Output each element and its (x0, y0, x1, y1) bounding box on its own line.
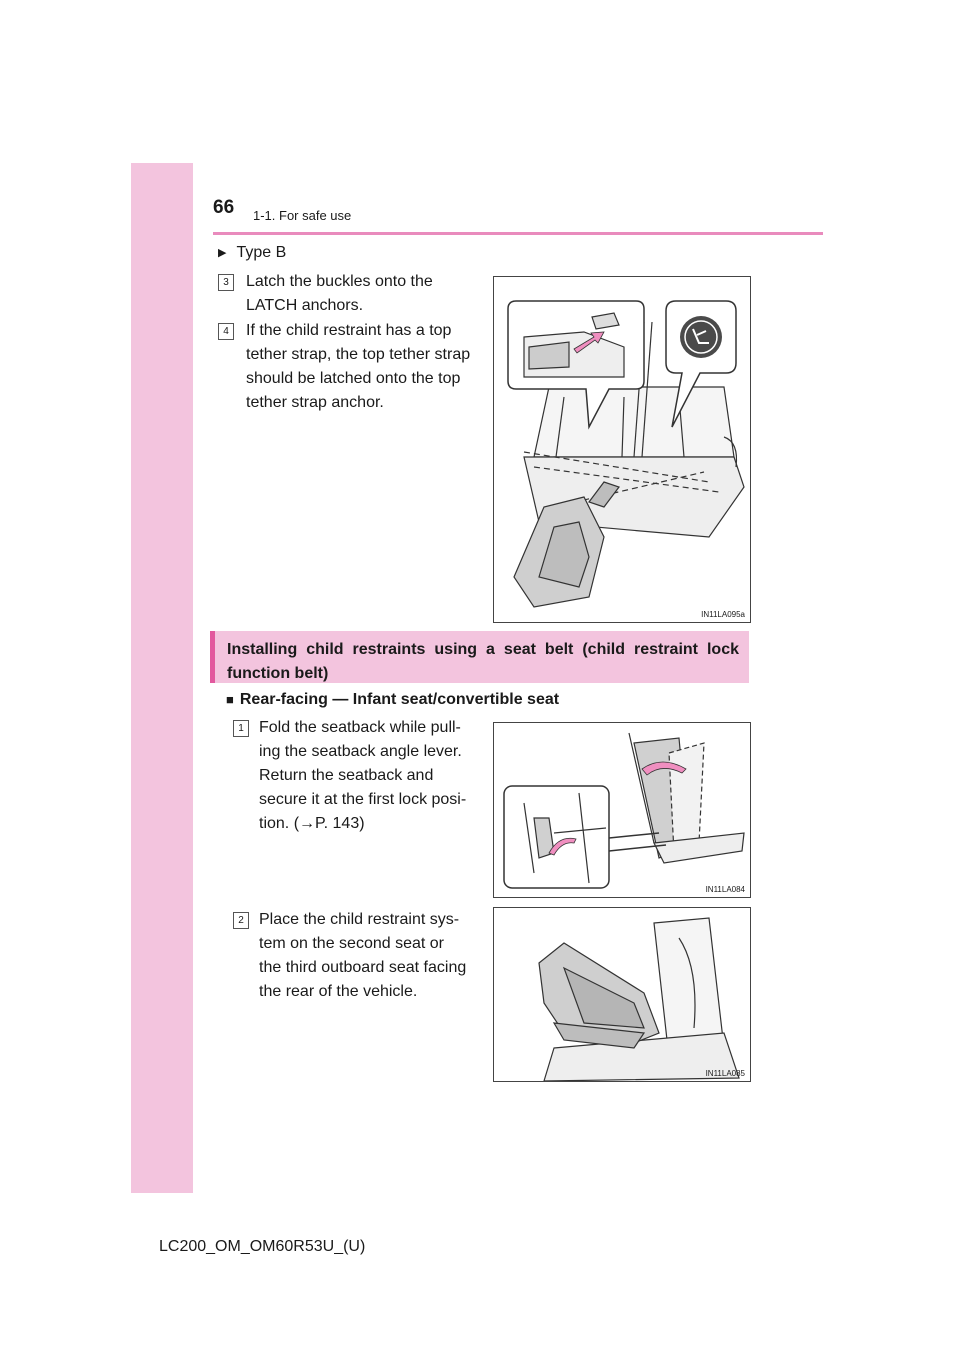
header-rule (213, 232, 823, 235)
type-b-label (218, 244, 286, 262)
text-line: tion. (→P. 143) (259, 815, 365, 832)
figure-child-seat-rear-facing (493, 907, 751, 1082)
text-line: tem on the second seat or (259, 935, 444, 952)
text-line: ing the seatback angle lever. (259, 743, 462, 760)
step-2-text (259, 908, 481, 1004)
subheading-text: Rear-facing — Infant seat/convertible seat (239, 691, 560, 708)
rear-seat-illustration (494, 277, 750, 622)
text-line: should be latched onto the top (246, 370, 461, 387)
section-title: 1-1. For safe use (253, 208, 352, 223)
step-1-text (259, 716, 481, 836)
text-line: Fold the seatback while pull- (259, 719, 461, 736)
step-number-2: 2 (233, 912, 249, 929)
subheading (226, 691, 559, 709)
text-line: the third outboard seat facing (259, 959, 467, 976)
step-4-text (246, 319, 479, 415)
step-number-1: 1 (233, 720, 249, 737)
text-line: secure it at the first lock posi- (259, 791, 467, 808)
child-seat-anchor-icon (680, 316, 722, 358)
figure-fold-seatback (493, 722, 751, 898)
step-3-text (246, 270, 479, 318)
figure-latch-anchors (493, 276, 751, 623)
chapter-sidebar-tab (131, 163, 193, 1193)
text-line: tether strap, the top tether strap (246, 346, 471, 363)
text-line: If the child restraint has a top (246, 322, 452, 339)
seatback-fold-illustration (494, 723, 750, 897)
section-heading: Installing child restraints using a seat belt (child restraint lock function belt) (210, 631, 749, 683)
text-line: the rear of the vehicle. (259, 983, 418, 1000)
text-line: Latch the buckles onto the (246, 273, 433, 290)
step-number-4: 4 (218, 323, 234, 340)
document-footer: LC200_OM_OM60R53U_(U) (159, 1238, 366, 1255)
text-line: Return the seatback and (259, 767, 434, 784)
text-line: tether strap anchor. (246, 394, 384, 411)
square-bullet-icon: ■ (226, 692, 234, 707)
rear-facing-seat-illustration (494, 908, 750, 1081)
step-number-3: 3 (218, 274, 234, 291)
type-b-text: Type B (236, 244, 287, 261)
page-number: 66 (213, 197, 235, 218)
figure-code: IN11LA085 (705, 1069, 745, 1078)
figure-code: IN11LA084 (705, 885, 745, 894)
figure-code: IN11LA095a (701, 610, 745, 619)
text-line: Place the child restraint sys- (259, 911, 460, 928)
triangle-bullet-icon: ▶ (218, 247, 227, 259)
text-line: LATCH anchors. (246, 297, 364, 314)
